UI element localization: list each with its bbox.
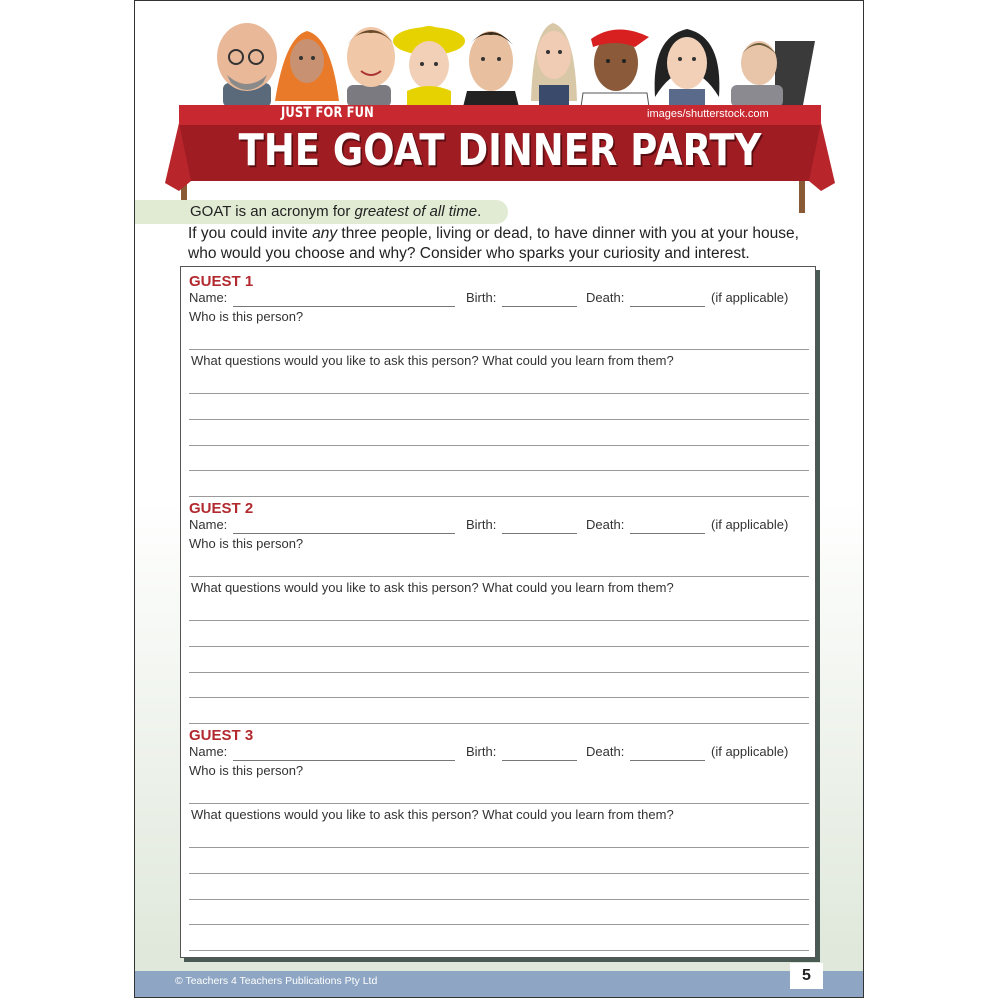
birth-label: Birth: [466, 517, 497, 532]
applicable-note: (if applicable) [711, 517, 789, 532]
guest-form [180, 266, 816, 958]
name-label: Name: [189, 290, 228, 305]
guest-title: GUEST 1 [189, 273, 254, 290]
answer-line[interactable] [189, 847, 809, 848]
caricature-1 [217, 23, 277, 107]
birth-field[interactable] [502, 760, 577, 761]
name-label: Name: [189, 517, 228, 532]
table-leg-right [799, 176, 805, 213]
death-label: Death: [586, 517, 625, 532]
caricature-9 [731, 41, 815, 107]
guest-title: GUEST 2 [189, 500, 254, 517]
who-label: Who is this person? [189, 536, 304, 551]
answer-line[interactable] [189, 950, 809, 951]
answer-line[interactable] [189, 672, 809, 673]
copyright-notice: © Teachers 4 Teachers Publications Pty Ltd [175, 975, 378, 987]
page-number: 5 [790, 963, 823, 989]
death-field[interactable] [630, 306, 705, 307]
who-answer-line[interactable] [189, 803, 809, 804]
caricature-6 [531, 23, 577, 107]
birth-field[interactable] [502, 306, 577, 307]
page-title: THE GOAT DINNER PARTY [238, 125, 762, 176]
caricature-3 [347, 27, 395, 107]
answer-line[interactable] [189, 445, 809, 446]
birth-field[interactable] [502, 533, 577, 534]
who-label: Who is this person? [189, 309, 304, 324]
who-label: Who is this person? [189, 763, 304, 778]
question-label: What questions would you like to ask this person? What could you learn from them? [191, 807, 674, 822]
caricature-8 [655, 29, 720, 107]
answer-line[interactable] [189, 393, 809, 394]
question-label: What questions would you like to ask this person? What could you learn from them? [191, 353, 674, 368]
name-field[interactable] [233, 533, 455, 534]
answer-line[interactable] [189, 899, 809, 900]
kicker-label: JUST FOR FUN [281, 105, 374, 121]
death-label: Death: [586, 290, 625, 305]
worksheet-page [134, 0, 864, 998]
caricature-5 [463, 31, 519, 107]
dinner-table-banner [135, 1, 864, 216]
name-label: Name: [189, 744, 228, 759]
goat-definition: GOAT is an acronym for greatest of all time. [190, 203, 482, 220]
death-label: Death: [586, 744, 625, 759]
guest-section [181, 494, 817, 721]
image-credit: images/shutterstock.com [647, 108, 769, 120]
birth-label: Birth: [466, 744, 497, 759]
who-answer-line[interactable] [189, 576, 809, 577]
answer-line[interactable] [189, 873, 809, 874]
intro-paragraph: If you could invite any three people, living or dead, to have dinner with you at your house, who would you choose and why? Consider who sparks your curiosity and interest. [188, 225, 799, 262]
answer-line[interactable] [189, 419, 809, 420]
question-label: What questions would you like to ask this person? What could you learn from them? [191, 580, 674, 595]
applicable-note: (if applicable) [711, 290, 789, 305]
caricatures-group [217, 23, 815, 107]
answer-line[interactable] [189, 924, 809, 925]
caricature-2 [275, 31, 339, 101]
guest-section [181, 267, 817, 494]
death-field[interactable] [630, 533, 705, 534]
guest-section [181, 721, 817, 948]
applicable-note: (if applicable) [711, 744, 789, 759]
death-field[interactable] [630, 760, 705, 761]
answer-line[interactable] [189, 646, 809, 647]
answer-line[interactable] [189, 470, 809, 471]
birth-label: Birth: [466, 290, 497, 305]
caricature-7 [581, 29, 649, 107]
answer-line[interactable] [189, 620, 809, 621]
answer-line[interactable] [189, 697, 809, 698]
caricature-4 [393, 26, 465, 107]
name-field[interactable] [233, 760, 455, 761]
guest-title: GUEST 3 [189, 727, 254, 744]
who-answer-line[interactable] [189, 349, 809, 350]
name-field[interactable] [233, 306, 455, 307]
